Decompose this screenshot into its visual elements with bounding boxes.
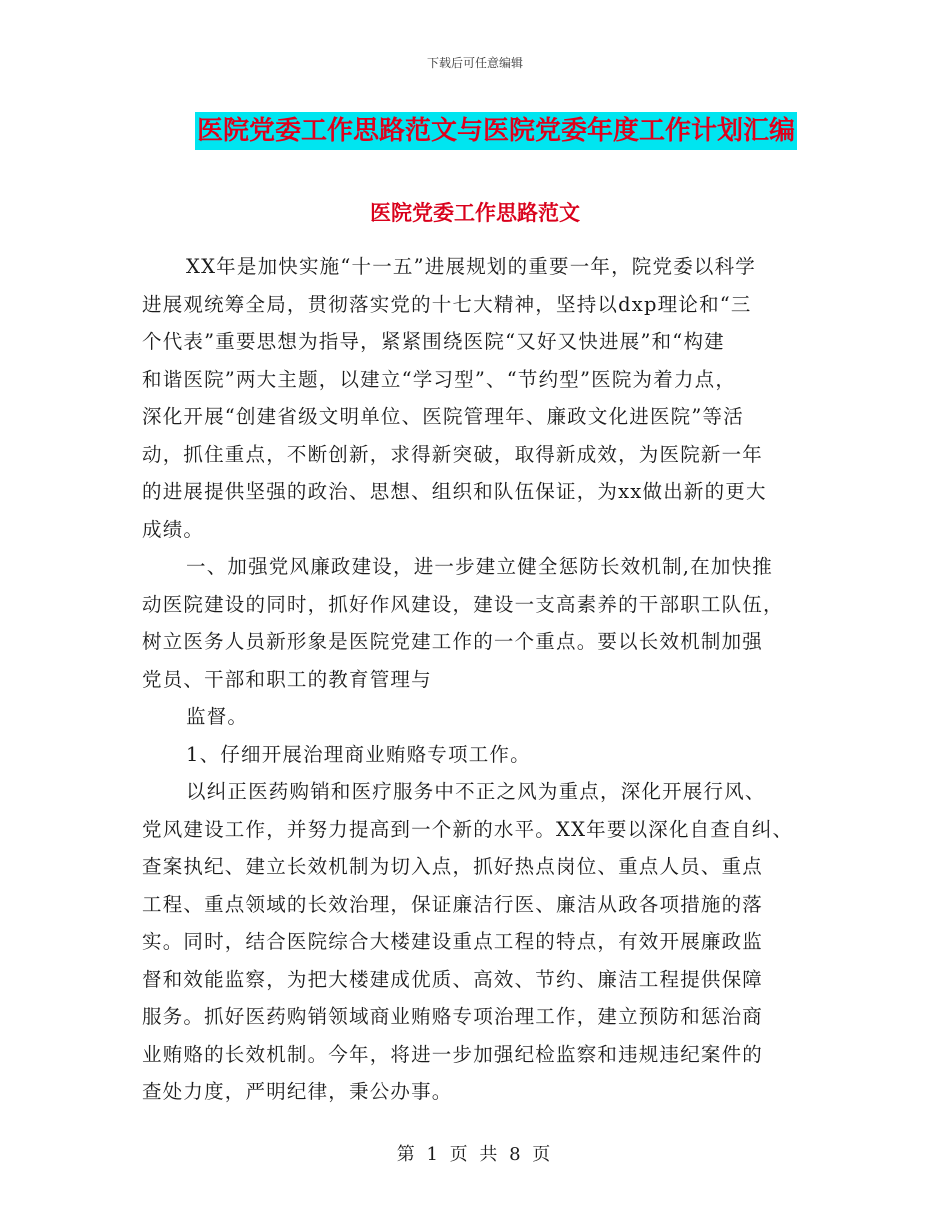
- document-title-container: [0, 112, 950, 150]
- page-number: 第 1 页 共 8 页: [396, 1144, 554, 1165]
- body-line: XX年是加快实施“十一五”进展规划的重要一年，院党委以科学: [186, 255, 757, 278]
- body-line: 查处力度，严明纪律，秉公办事。: [142, 1080, 453, 1103]
- document-title: 医院党委工作思路范文与医院党委年度工作计划汇编: [195, 112, 797, 150]
- body-line: 业贿赂的长效机制。今年，将进一步加强纪检监察和违规违纪案件的: [142, 1042, 764, 1066]
- body-line: 动医院建设的同时，抓好作风建设，建设一支高素养的干部职工队伍，: [142, 592, 784, 616]
- body-line: 监督。: [186, 705, 249, 728]
- body-line: 个代表”重要思想为指导，紧紧围绕医院“又好又快进展”和“构建: [142, 330, 725, 353]
- body-line: 动，抓住重点，不断创新，求得新突破，取得新成效，为医院新一年: [142, 442, 764, 466]
- body-line: 以纠正医药购销和医疗服务中不正之风为重点，深化开展行风、: [186, 780, 766, 803]
- body-line: 查案执纪、建立长效机制为切入点，抓好热点岗位、重点人员、重点: [142, 855, 764, 878]
- body-line: 深化开展“创建省级文明单位、医院管理年、廉政文化进医院”等活: [142, 405, 744, 428]
- body-line: 树立医务人员新形象是医院党建工作的一个重点。要以长效机制加强: [142, 630, 764, 653]
- body-line: 进展观统筹全局，贯彻落实党的十七大精神，坚持以dxp理论和“三: [142, 292, 752, 316]
- body-line: 成绩。: [142, 517, 205, 541]
- body-line: 党风建设工作，并努力提高到一个新的水平。XX年要以深化自查自纠、: [142, 817, 794, 841]
- body-line: 服务。抓好医药购销领域商业贿赂专项治理工作，建立预防和惩治商: [142, 1005, 764, 1028]
- body-line: 督和效能监察，为把大楼建成优质、高效、节约、廉洁工程提供保障: [142, 967, 764, 991]
- body-line: 的进展提供坚强的政治、思想、组织和队伍保证，为xx做出新的更大: [142, 480, 767, 503]
- document-body: [142, 248, 812, 1111]
- page-header-note: 下载后可任意编辑: [426, 56, 523, 70]
- body-line: 1、仔细开展治理商业贿赂专项工作。: [186, 742, 531, 766]
- body-line: 工程、重点领域的长效治理，保证廉洁行医、廉洁从政各项措施的落: [142, 892, 764, 916]
- body-line: 一、加强党风廉政建设，进一步建立健全惩防长效机制,在加快推: [186, 555, 773, 578]
- section-title: 医院党委工作思路范文: [370, 201, 580, 225]
- body-line: 和谐医院”两大主题，以建立“学习型”、“节约型”医院为着力点，: [142, 367, 737, 391]
- body-line: 党员、干部和职工的教育管理与: [142, 667, 432, 691]
- body-line: 实。同时，结合医院综合大楼建设重点工程的特点，有效开展廉政监: [142, 930, 764, 953]
